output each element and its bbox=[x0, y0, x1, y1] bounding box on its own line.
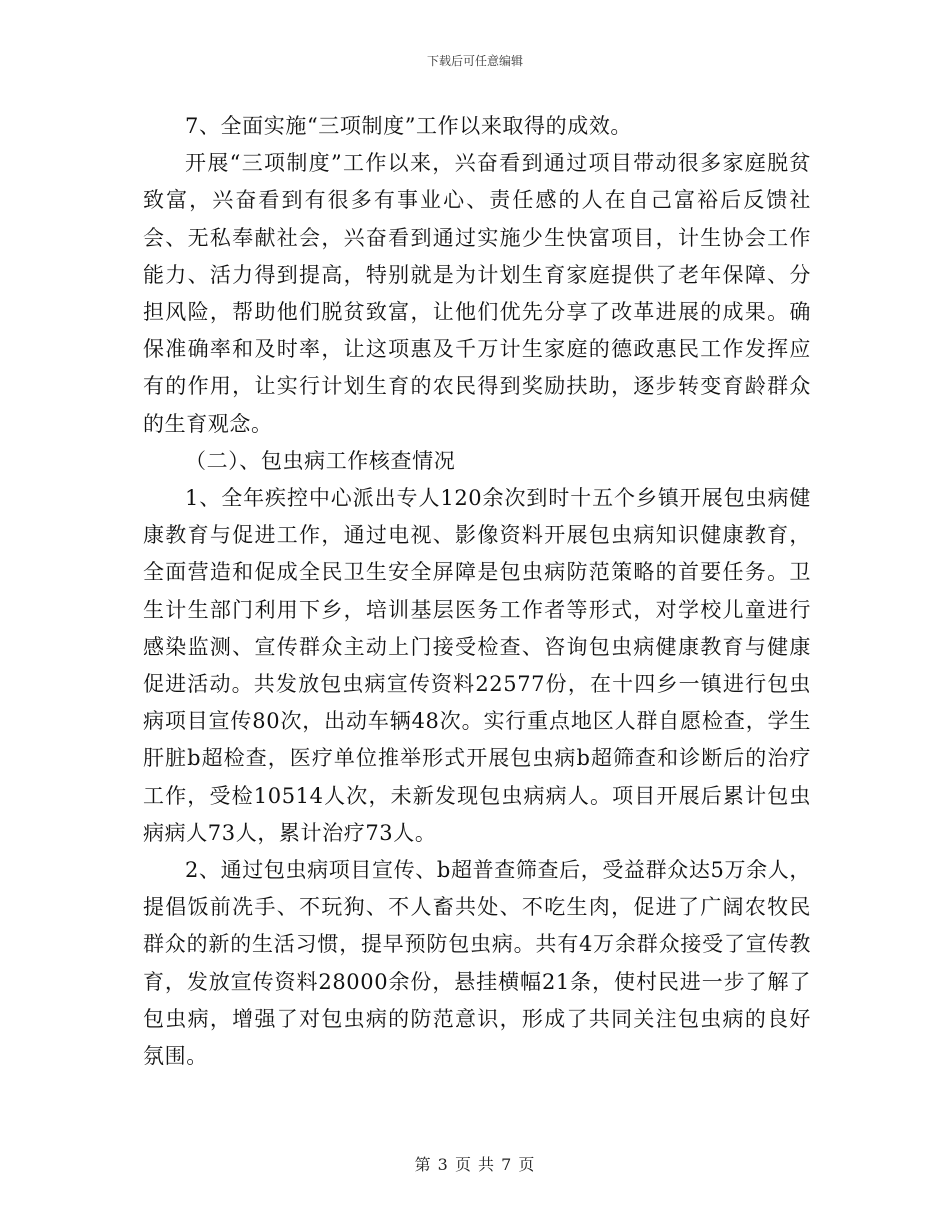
section-item-7: 7、全面实施“三项制度”工作以来取得的成效。 bbox=[185, 114, 633, 138]
section-heading: （二）、包虫病工作核查情况 bbox=[185, 448, 456, 473]
document-body bbox=[143, 108, 811, 1075]
body-paragraph: 2、通过包虫病项目宣传、b超普查筛查后，受益群众达5万余人，提倡饭前冼手、不玩狗、不人畜共处、不吃生肉，促进了广阔农牧民群众的新的生活习惯，提早预防包虫病。共有4万余群众接受了宣传教育，发放宣传资料28000余份，悬挂横幅21条，使村民进一步了解了包虫病，增强了对包虫病的防范意识，形成了共同关注包虫病的良好氛围。 bbox=[143, 858, 811, 1069]
page-header-note: 下载后可任意编辑 bbox=[426, 54, 523, 68]
page-number: 第 3 页 共 7 页 bbox=[414, 1155, 536, 1174]
body-paragraph: 1、全年疾控中心派出专人120余次到时十五个乡镇开展包虫病健康教育与促进工作，通过电视、影像资料开展包虫病知识健康教育，全面营造和促成全民卫生安全屏障是包虫病防范策略的首要任务。卫生计生部门利用下乡，培训基层医务工作者等形式，对学校儿童进行感染监测、宣传群众主动上门接受检查、咨询包虫病健康教育与健康促进活动。共发放包虫病宣传资料22577份，在十四乡一镇进行包虫病项目宣传80次，出动车辆48次。实行重点地区人群自愿检查，学生肝脏b超检查，医疗单位推举形式开展包虫病b超筛查和诊断后的治疗工作，受检10514人次，未新发现包虫病病人。项目开展后累计包虫病病人73人，累计治疗73人。 bbox=[143, 486, 811, 845]
body-paragraph: 开展“三项制度”工作以来，兴奋看到通过项目带动很多家庭脱贫致富，兴奋看到有很多有事业心、责任感的人在自己富裕后反馈社会、无私奉献社会，兴奋看到通过实施少生快富项目，计生协会工作能力、活力得到提高，特别就是为计划生育家庭提供了老年保障、分担风险，帮助他们脱贫致富，让他们优先分享了改革进展的成果。确保准确率和及时率，让这项惠及千万计生家庭的德政惠民工作发挥应有的作用，让实行计划生育的农民得到奖励扶助，逐步转变育龄群众的生育观念。 bbox=[143, 151, 811, 436]
